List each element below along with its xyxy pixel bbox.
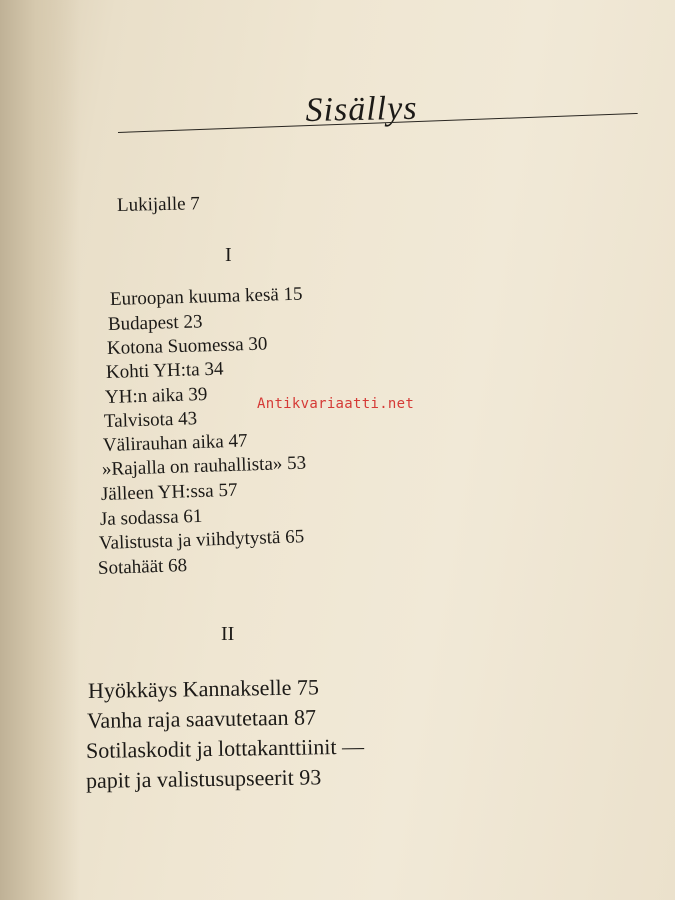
toc-entry: Kohti YH:ta 34 — [105, 358, 224, 383]
toc-entry: Välirauhan aika 47 — [102, 430, 248, 456]
part-label-1: I — [225, 244, 232, 266]
toc-entry: Valistusta ja viihdytystä 65 — [98, 526, 305, 554]
toc-entry: YH:n aika 39 — [104, 383, 208, 408]
part-label-2: II — [221, 623, 235, 645]
contents-heading: Sisällys — [305, 89, 418, 130]
toc-entry: Hyökkäys Kannakselle 75 — [87, 674, 320, 703]
toc-entry: »Rajalla on rauhallista» 53 — [101, 452, 307, 480]
watermark-text: Antikvariaatti.net — [257, 396, 415, 412]
toc-entry: Budapest 23 — [107, 311, 203, 335]
toc-entry: papit ja valistusupseerit 93 — [85, 764, 322, 793]
toc-entry: Sotahäät 68 — [97, 555, 188, 579]
page-gutter-shadow — [0, 0, 80, 900]
toc-entry-intro: Lukijalle 7 — [116, 193, 201, 216]
toc-entry: Kotona Suomessa 30 — [106, 333, 268, 359]
toc-entry: Euroopan kuuma kesä 15 — [109, 283, 303, 310]
toc-entry: Jälleen YH:ssa 57 — [100, 479, 238, 505]
toc-entry: Sotilaskodit ja lottakanttiinit — — [85, 733, 365, 763]
toc-entry: Vanha raja saavutetaan 87 — [86, 704, 317, 733]
toc-entry: Talvisota 43 — [103, 408, 198, 432]
toc-entry: Ja sodassa 61 — [99, 505, 203, 530]
